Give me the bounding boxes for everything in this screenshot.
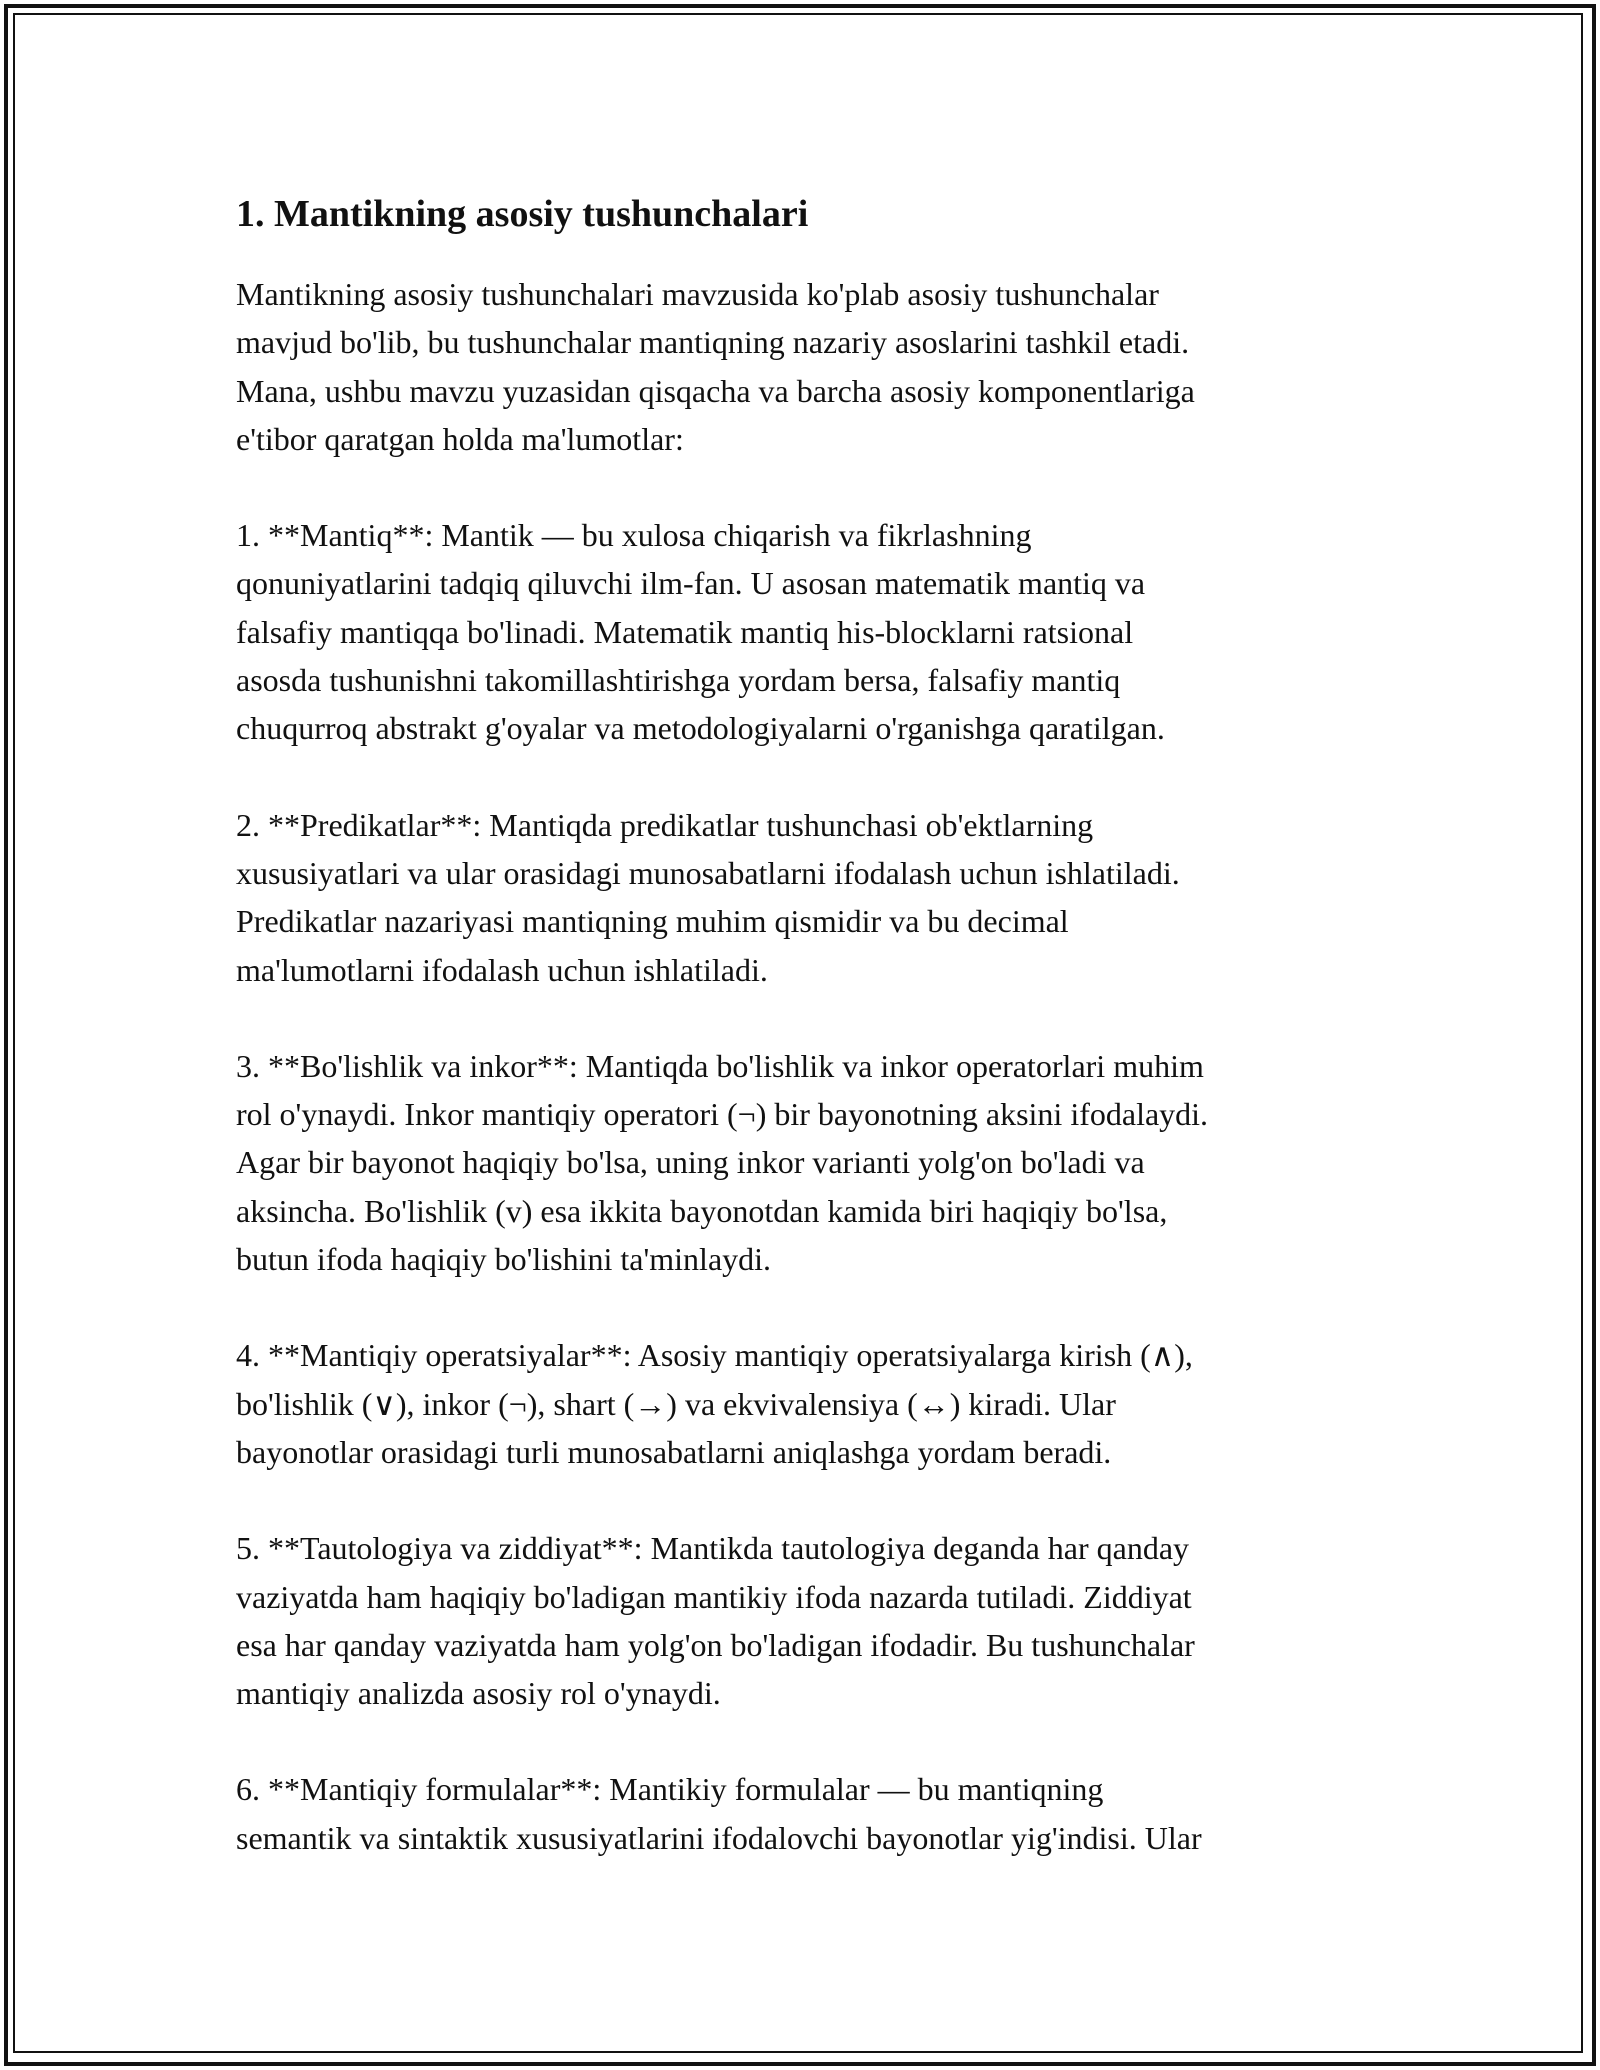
item-mantiq: 1. **Mantiq**: Mantik — bu xulosa chiqarish va fikrlashning qonuniyatlarini tadqiq qiluvchi ilm-fan. U asosan matematik mantiq va falsafiy mantiqqa bo'linadi. Matematik mantiq his-blocklarni ratsional asosda tushunishni takomillashtirishga yordam bersa, falsafiy mantiq chuqurroq abstrakt g'oyalar va metodologiyalarni o'rganishga qaratilgan. xyxy=(236,517,1165,747)
document-body xyxy=(236,188,1366,1862)
item-predikatlar: 2. **Predikatlar**: Mantiqda predikatlar tushunchasi ob'ektlarning xususiyatlari va ular orasidagi munosabatlarni ifodalash uchun ishlatiladi. Predikatlar nazariyasi mantiqning muhim qismidir va bu decimal ma'lumotlarni ifodalash uchun ishlatiladi. xyxy=(236,806,1180,988)
item-mantiqiy-formulalar: 6. **Mantiqiy formulalar**: Mantikiy formulalar — bu mantiqning semantik va sintaktik xususiyatlarini ifodalovchi bayonotlar yig'indisi. Ular xyxy=(236,1771,1202,1856)
section-title: 1. Mantikning asosiy tushunchalari xyxy=(236,193,809,235)
item-mantiqiy-operatsiyalar: 4. **Mantiqiy operatsiyalar**: Asosiy mantiqiy operatsiyalarga kirish (∧), bo'lishlik (∨), inkor (¬), shart (→) va ekvivalensiya (↔) kiradi. Ular bayonotlar orasidagi turli munosabatlarni aniqlashga yordam beradi. xyxy=(236,1337,1193,1470)
item-tautologiya-va-ziddiyat: 5. **Tautologiya va ziddiyat**: Mantikda tautologiya deganda har qanday vaziyatda ham haqiqiy bo'ladigan mantikiy ifoda nazarda tutiladi. Ziddiyat esa har qanday vaziyatda ham yolg'on bo'ladigan ifodadir. Bu tushunchalar mantiqiy analizda asosiy rol o'ynaydi. xyxy=(236,1530,1195,1712)
item-bolishlik-va-inkor: 3. **Bo'lishlik va inkor**: Mantiqda bo'lishlik va inkor operatorlari muhim rol o'ynaydi. Inkor mantiqiy operatori (¬) bir bayonotning aksini ifodalaydi. Agar bir bayonot haqiqiy bo'lsa, uning inkor varianti yolg'on bo'ladi va aksincha. Bo'lishlik (v) esa ikkita bayonotdan kamida biri haqiqiy bo'lsa, butun ifoda haqiqiy bo'lishini ta'minlaydi. xyxy=(236,1047,1209,1278)
intro-paragraph: Mantikning asosiy tushunchalari mavzusida ko'plab asosiy tushunchalar mavjud bo'lib, bu tushunchalar mantiqning nazariy asoslarini tashkil etadi. Mana, ushbu mavzu yuzasidan qisqacha va barcha asosiy komponentlariga e'tibor qaratgan holda ma'lumotlar: xyxy=(236,276,1195,457)
